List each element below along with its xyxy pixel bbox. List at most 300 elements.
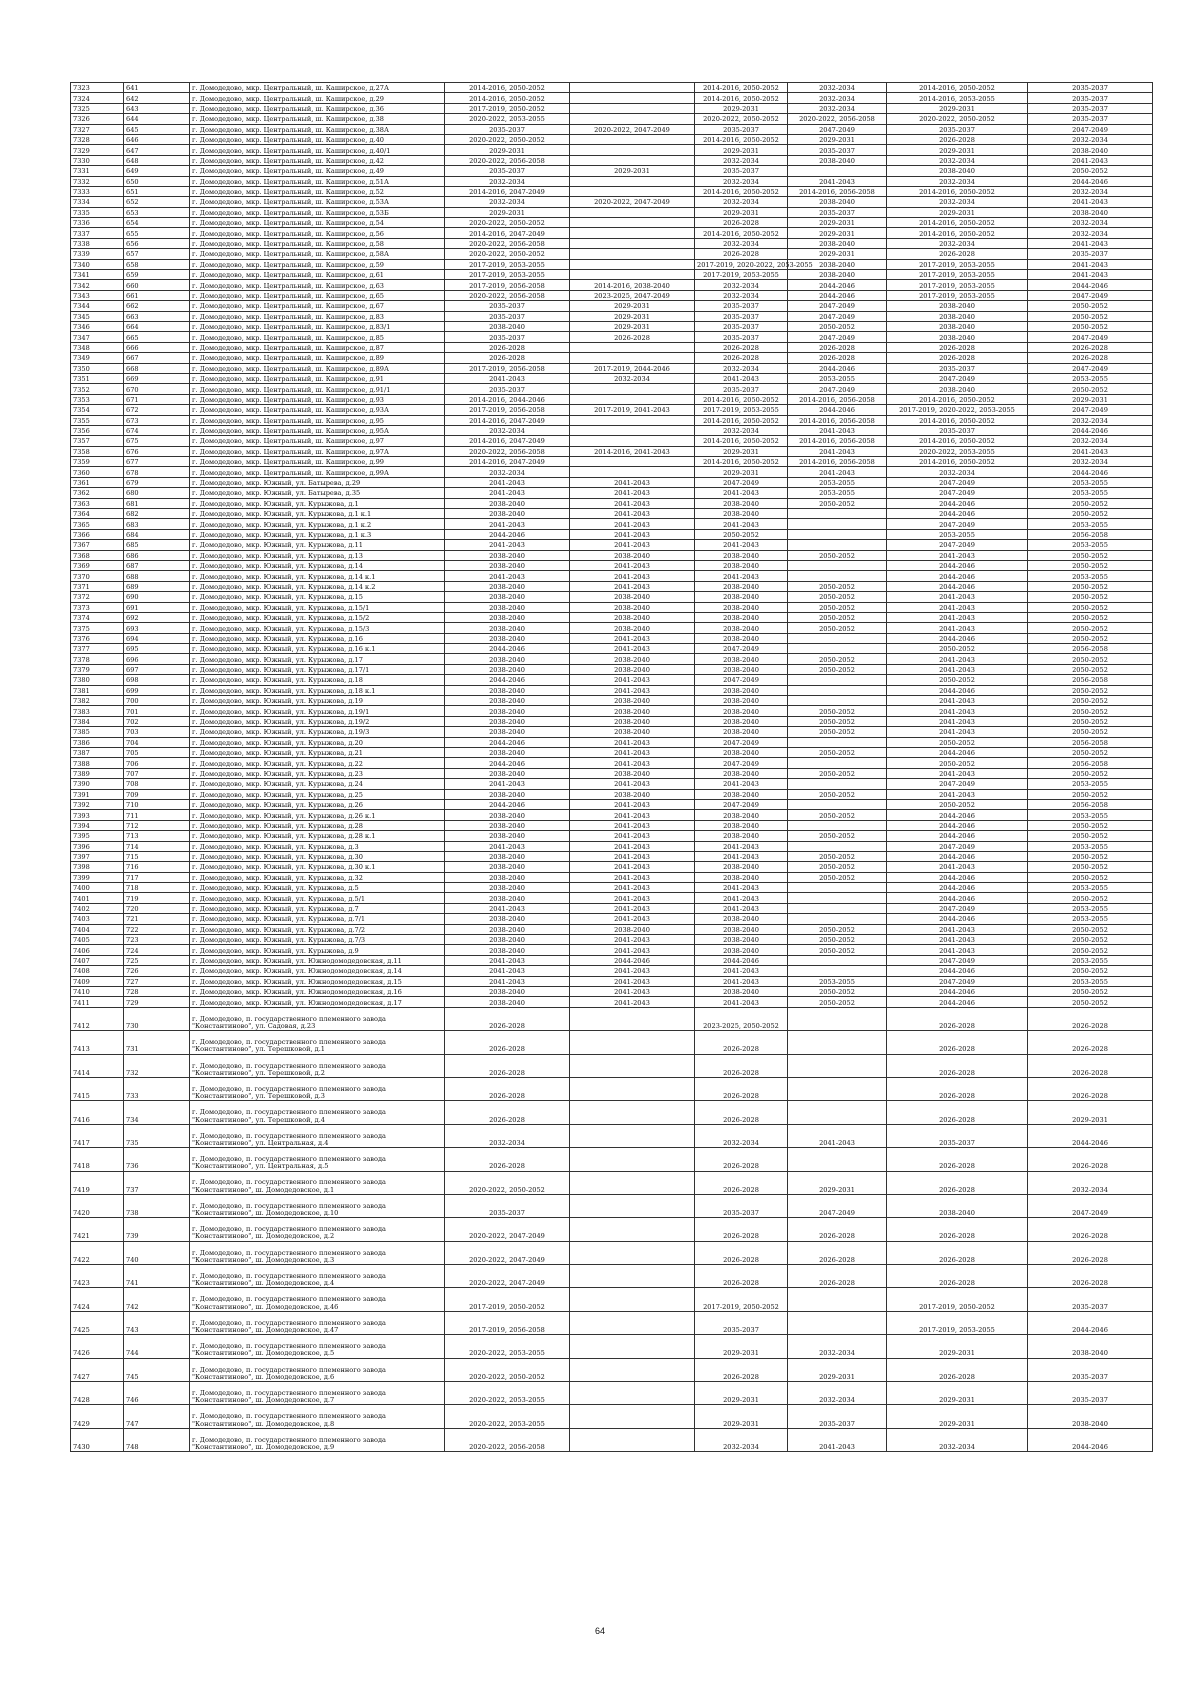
- period-3: 2038-2040: [695, 748, 788, 758]
- period-2: [570, 394, 695, 404]
- period-3: 2014-2016, 2050-2052: [695, 228, 788, 238]
- address-cell: г. Домодедово, мкр. Центральный, ш. Каширское, д.40/1: [190, 145, 445, 155]
- period-6: 2044-2046: [1028, 176, 1153, 186]
- table-row: [71, 560, 1153, 570]
- table-row: [71, 238, 1153, 248]
- item-number: 655: [124, 228, 190, 238]
- table-row: [71, 1288, 1153, 1311]
- period-5: 2038-2040: [887, 332, 1028, 342]
- period-4: [788, 966, 887, 976]
- period-3: 2023-2025, 2050-2052: [695, 1007, 788, 1030]
- period-4: 2041-2043: [788, 1428, 887, 1451]
- period-4: [788, 644, 887, 654]
- item-number: 710: [124, 799, 190, 809]
- period-1: 2014-2016, 2047-2049: [445, 186, 570, 196]
- period-3: 2017-2019, 2020-2022, 2053-2055: [695, 259, 788, 269]
- period-1: 2041-2043: [445, 955, 570, 965]
- period-4: 2038-2040: [788, 270, 887, 280]
- period-5: 2032-2034: [887, 176, 1028, 186]
- period-1: 2044-2046: [445, 644, 570, 654]
- row-number: 7329: [71, 145, 124, 155]
- item-number: 658: [124, 259, 190, 269]
- table-row: [71, 654, 1153, 664]
- period-1: 2038-2040: [445, 883, 570, 893]
- row-number: 7390: [71, 779, 124, 789]
- address-cell: г. Домодедово, мкр. Центральный, ш. Каширское, д.58: [190, 238, 445, 248]
- period-5: 2029-2031: [887, 1382, 1028, 1405]
- address-cell: г. Домодедово, мкр. Южный, ул. Курыжова, д.3: [190, 841, 445, 851]
- row-number: 7383: [71, 706, 124, 716]
- period-4: 2038-2040: [788, 155, 887, 165]
- item-number: 659: [124, 270, 190, 280]
- row-number: 7388: [71, 758, 124, 768]
- item-number: 660: [124, 280, 190, 290]
- address-cell: г. Домодедово, мкр. Южный, ул. Курыжова, д.28 к.1: [190, 831, 445, 841]
- period-6: 2032-2034: [1028, 186, 1153, 196]
- row-number: 7366: [71, 529, 124, 539]
- period-3: 2047-2049: [695, 477, 788, 487]
- item-number: 654: [124, 218, 190, 228]
- row-number: 7323: [71, 83, 124, 93]
- row-number: 7404: [71, 924, 124, 934]
- item-number: 746: [124, 1382, 190, 1405]
- period-2: 2041-2043: [570, 820, 695, 830]
- period-3: 2041-2043: [695, 540, 788, 550]
- item-number: 738: [124, 1194, 190, 1217]
- period-1: 2041-2043: [445, 976, 570, 986]
- period-5: 2047-2049: [887, 841, 1028, 851]
- row-number: 7362: [71, 488, 124, 498]
- table-row: [71, 862, 1153, 872]
- period-4: 2029-2031: [788, 218, 887, 228]
- period-1: 2044-2046: [445, 529, 570, 539]
- period-1: 2020-2022, 2047-2049: [445, 1265, 570, 1288]
- row-number: 7365: [71, 519, 124, 529]
- period-6: 2026-2028: [1028, 1077, 1153, 1100]
- item-number: 668: [124, 363, 190, 373]
- period-4: 2050-2052: [788, 945, 887, 955]
- period-2: [570, 1218, 695, 1241]
- item-number: 697: [124, 664, 190, 674]
- row-number: 7347: [71, 332, 124, 342]
- period-1: 2038-2040: [445, 685, 570, 695]
- row-number: 7409: [71, 976, 124, 986]
- period-4: [788, 1148, 887, 1171]
- period-1: 2014-2016, 2047-2049: [445, 228, 570, 238]
- period-2: [570, 186, 695, 196]
- period-3: 2017-2019, 2053-2055: [695, 270, 788, 280]
- period-1: 2038-2040: [445, 831, 570, 841]
- table-row: [71, 779, 1153, 789]
- period-4: 2032-2034: [788, 1382, 887, 1405]
- row-number: 7408: [71, 966, 124, 976]
- table-row: [71, 321, 1153, 331]
- period-4: 2047-2049: [788, 1194, 887, 1217]
- table-row: [71, 114, 1153, 124]
- period-5: 2026-2028: [887, 353, 1028, 363]
- table-row: [71, 1101, 1153, 1124]
- row-number: 7395: [71, 831, 124, 841]
- table-row: [71, 249, 1153, 259]
- period-4: 2050-2052: [788, 550, 887, 560]
- period-6: 2026-2028: [1028, 342, 1153, 352]
- period-2: [570, 384, 695, 394]
- period-6: 2050-2052: [1028, 311, 1153, 321]
- period-6: 2050-2052: [1028, 862, 1153, 872]
- period-1: 2038-2040: [445, 550, 570, 560]
- period-3: 2029-2031: [695, 103, 788, 113]
- table-row: [71, 259, 1153, 269]
- period-6: 2053-2055: [1028, 976, 1153, 986]
- period-5: 2044-2046: [887, 851, 1028, 861]
- period-2: [570, 353, 695, 363]
- period-4: [788, 1031, 887, 1054]
- table-row: [71, 1241, 1153, 1264]
- address-cell: г. Домодедово, мкр. Центральный, ш. Каширское, д.42: [190, 155, 445, 165]
- period-3: 2038-2040: [695, 727, 788, 737]
- address-cell: г. Домодедово, мкр. Южный, ул. Курыжова, д.32: [190, 872, 445, 882]
- address-cell: г. Домодедово, п. государственного племенного завода "Константиново", ул. Садовая, д.23: [190, 1007, 445, 1030]
- period-3: 2026-2028: [695, 1241, 788, 1264]
- item-number: 669: [124, 373, 190, 383]
- table-row: [71, 270, 1153, 280]
- period-4: 2053-2055: [788, 488, 887, 498]
- item-number: 687: [124, 560, 190, 570]
- period-6: 2050-2052: [1028, 924, 1153, 934]
- period-2: 2038-2040: [570, 789, 695, 799]
- period-5: 2047-2049: [887, 477, 1028, 487]
- item-number: 677: [124, 457, 190, 467]
- row-number: 7379: [71, 664, 124, 674]
- row-number: 7430: [71, 1428, 124, 1451]
- period-1: 2038-2040: [445, 321, 570, 331]
- period-4: 2041-2043: [788, 446, 887, 456]
- period-4: [788, 1054, 887, 1077]
- period-3: 2014-2016, 2050-2052: [695, 457, 788, 467]
- period-4: 2041-2043: [788, 425, 887, 435]
- period-6: 2026-2028: [1028, 1031, 1153, 1054]
- row-number: 7342: [71, 280, 124, 290]
- row-number: 7346: [71, 321, 124, 331]
- item-number: 743: [124, 1311, 190, 1334]
- table-row: [71, 1311, 1153, 1334]
- table-row: [71, 768, 1153, 778]
- period-2: [570, 1382, 695, 1405]
- period-3: 2026-2028: [695, 1265, 788, 1288]
- period-2: 2029-2031: [570, 166, 695, 176]
- period-5: 2050-2052: [887, 675, 1028, 685]
- row-number: 7368: [71, 550, 124, 560]
- period-5: 2017-2019, 2050-2052: [887, 1288, 1028, 1311]
- row-number: 7351: [71, 373, 124, 383]
- table-row: [71, 592, 1153, 602]
- period-4: 2038-2040: [788, 238, 887, 248]
- period-1: 2026-2028: [445, 353, 570, 363]
- item-number: 700: [124, 696, 190, 706]
- row-number: 7367: [71, 540, 124, 550]
- period-6: 2050-2052: [1028, 509, 1153, 519]
- period-2: [570, 1124, 695, 1147]
- period-1: 2041-2043: [445, 373, 570, 383]
- period-2: [570, 1194, 695, 1217]
- row-number: 7357: [71, 436, 124, 446]
- period-1: 2020-2022, 2056-2058: [445, 1428, 570, 1451]
- row-number: 7414: [71, 1054, 124, 1077]
- address-cell: г. Домодедово, мкр. Южный, ул. Курыжова, д.9: [190, 945, 445, 955]
- period-4: [788, 841, 887, 851]
- period-4: [788, 540, 887, 550]
- row-number: 7389: [71, 768, 124, 778]
- period-2: 2041-2043: [570, 779, 695, 789]
- period-3: 2038-2040: [695, 831, 788, 841]
- period-6: 2035-2037: [1028, 93, 1153, 103]
- period-3: 2014-2016, 2050-2052: [695, 394, 788, 404]
- period-6: 2035-2037: [1028, 103, 1153, 113]
- period-2: 2029-2031: [570, 301, 695, 311]
- period-3: 2035-2037: [695, 124, 788, 134]
- address-cell: г. Домодедово, п. государственного племенного завода "Константиново", ул. Терешковой, д.4: [190, 1101, 445, 1124]
- period-5: 2044-2046: [887, 966, 1028, 976]
- period-1: 2020-2022, 2053-2055: [445, 1382, 570, 1405]
- address-cell: г. Домодедово, мкр. Южный, ул. Курыжова, д.24: [190, 779, 445, 789]
- period-6: 2041-2043: [1028, 238, 1153, 248]
- item-number: 645: [124, 124, 190, 134]
- address-cell: г. Домодедово, мкр. Южный, ул. Курыжова, д.1 к.3: [190, 529, 445, 539]
- period-3: 2026-2028: [695, 1077, 788, 1100]
- period-2: 2041-2043: [570, 903, 695, 913]
- period-1: 2020-2022, 2053-2055: [445, 1335, 570, 1358]
- item-number: 701: [124, 706, 190, 716]
- period-2: [570, 155, 695, 165]
- row-number: 7338: [71, 238, 124, 248]
- address-cell: г. Домодедово, мкр. Южный, ул. Курыжова, д.5/1: [190, 893, 445, 903]
- period-5: 2020-2022, 2053-2055: [887, 446, 1028, 456]
- row-number: 7400: [71, 883, 124, 893]
- period-5: 2044-2046: [887, 509, 1028, 519]
- item-number: 703: [124, 727, 190, 737]
- period-3: 2047-2049: [695, 737, 788, 747]
- period-2: 2041-2043: [570, 935, 695, 945]
- period-4: [788, 685, 887, 695]
- period-4: 2014-2016, 2056-2058: [788, 394, 887, 404]
- address-cell: г. Домодедово, мкр. Южный, ул. Курыжова, д.18 к.1: [190, 685, 445, 695]
- address-cell: г. Домодедово, п. государственного племенного завода "Константиново", ш. Домодедовское, д.6: [190, 1358, 445, 1381]
- period-6: 2047-2049: [1028, 124, 1153, 134]
- item-number: 685: [124, 540, 190, 550]
- period-5: 2017-2019, 2053-2055: [887, 259, 1028, 269]
- period-2: 2014-2016, 2041-2043: [570, 446, 695, 456]
- item-number: 718: [124, 883, 190, 893]
- row-number: 7350: [71, 363, 124, 373]
- row-number: 7328: [71, 134, 124, 144]
- period-1: 2038-2040: [445, 592, 570, 602]
- period-5: 2038-2040: [887, 311, 1028, 321]
- row-number: 7419: [71, 1171, 124, 1194]
- period-5: 2044-2046: [887, 997, 1028, 1007]
- period-6: 2026-2028: [1028, 1054, 1153, 1077]
- item-number: 667: [124, 353, 190, 363]
- table-row: [71, 384, 1153, 394]
- item-number: 696: [124, 654, 190, 664]
- period-4: 2053-2055: [788, 477, 887, 487]
- period-2: 2041-2043: [570, 862, 695, 872]
- period-3: 2014-2016, 2050-2052: [695, 186, 788, 196]
- period-5: 2041-2043: [887, 945, 1028, 955]
- period-6: 2050-2052: [1028, 321, 1153, 331]
- period-5: 2026-2028: [887, 342, 1028, 352]
- period-1: 2038-2040: [445, 664, 570, 674]
- table-row: [71, 311, 1153, 321]
- period-2: [570, 342, 695, 352]
- period-6: 2053-2055: [1028, 955, 1153, 965]
- item-number: 673: [124, 415, 190, 425]
- period-6: 2035-2037: [1028, 1288, 1153, 1311]
- table-row: [71, 176, 1153, 186]
- period-1: 2038-2040: [445, 862, 570, 872]
- period-1: 2038-2040: [445, 623, 570, 633]
- row-number: 7370: [71, 571, 124, 581]
- period-2: 2041-2043: [570, 799, 695, 809]
- period-3: 2041-2043: [695, 976, 788, 986]
- period-4: 2050-2052: [788, 768, 887, 778]
- item-number: 727: [124, 976, 190, 986]
- period-5: 2017-2019, 2053-2055: [887, 290, 1028, 300]
- period-3: 2038-2040: [695, 581, 788, 591]
- address-cell: г. Домодедово, мкр. Центральный, ш. Каширское, д.93: [190, 394, 445, 404]
- period-5: 2026-2028: [887, 1054, 1028, 1077]
- period-2: 2041-2043: [570, 883, 695, 893]
- item-number: 651: [124, 186, 190, 196]
- period-3: 2041-2043: [695, 571, 788, 581]
- period-5: 2041-2043: [887, 706, 1028, 716]
- period-6: 2053-2055: [1028, 488, 1153, 498]
- row-number: 7360: [71, 467, 124, 477]
- item-number: 736: [124, 1148, 190, 1171]
- period-3: 2038-2040: [695, 820, 788, 830]
- address-cell: г. Домодедово, мкр. Центральный, ш. Каширское, д.54: [190, 218, 445, 228]
- period-4: 2038-2040: [788, 259, 887, 269]
- address-cell: г. Домодедово, п. государственного племенного завода "Константиново", ш. Домодедовское, д.47: [190, 1311, 445, 1334]
- period-6: 2053-2055: [1028, 540, 1153, 550]
- row-number: 7392: [71, 799, 124, 809]
- period-6: 2035-2037: [1028, 114, 1153, 124]
- period-6: 2038-2040: [1028, 1405, 1153, 1428]
- period-4: 2050-2052: [788, 872, 887, 882]
- period-6: 2044-2046: [1028, 280, 1153, 290]
- table-row: [71, 1218, 1153, 1241]
- address-cell: г. Домодедово, п. государственного племенного завода "Константиново", ш. Домодедовское, д.9: [190, 1428, 445, 1451]
- period-3: 2038-2040: [695, 986, 788, 996]
- period-6: 2050-2052: [1028, 581, 1153, 591]
- period-5: 2014-2016, 2050-2052: [887, 436, 1028, 446]
- table-row: [71, 799, 1153, 809]
- address-cell: г. Домодедово, мкр. Центральный, ш. Каширское, д.53А: [190, 197, 445, 207]
- period-6: 2044-2046: [1028, 467, 1153, 477]
- row-number: 7358: [71, 446, 124, 456]
- period-5: 2032-2034: [887, 1428, 1028, 1451]
- period-2: 2041-2043: [570, 477, 695, 487]
- period-3: 2017-2019, 2053-2055: [695, 405, 788, 415]
- period-2: 2029-2031: [570, 311, 695, 321]
- period-4: 2050-2052: [788, 716, 887, 726]
- period-5: 2026-2028: [887, 134, 1028, 144]
- item-number: 656: [124, 238, 190, 248]
- period-6: 2050-2052: [1028, 696, 1153, 706]
- period-4: [788, 758, 887, 768]
- period-3: 2035-2037: [695, 384, 788, 394]
- period-6: 2047-2049: [1028, 290, 1153, 300]
- period-6: 2044-2046: [1028, 425, 1153, 435]
- period-6: 2026-2028: [1028, 1007, 1153, 1030]
- period-3: 2038-2040: [695, 612, 788, 622]
- period-2: [570, 1335, 695, 1358]
- row-number: 7398: [71, 862, 124, 872]
- period-1: 2017-2019, 2050-2052: [445, 103, 570, 113]
- period-2: 2041-2043: [570, 966, 695, 976]
- row-number: 7354: [71, 405, 124, 415]
- period-5: 2041-2043: [887, 592, 1028, 602]
- item-number: 683: [124, 519, 190, 529]
- address-cell: г. Домодедово, п. государственного племенного завода "Константиново", ш. Домодедовское, д.10: [190, 1194, 445, 1217]
- period-1: 2026-2028: [445, 1101, 570, 1124]
- period-5: 2026-2028: [887, 1077, 1028, 1100]
- row-number: 7382: [71, 696, 124, 706]
- period-3: 2038-2040: [695, 862, 788, 872]
- address-cell: г. Домодедово, мкр. Центральный, ш. Каширское, д.99А: [190, 467, 445, 477]
- period-1: 2029-2031: [445, 207, 570, 217]
- period-5: 2026-2028: [887, 1007, 1028, 1030]
- item-number: 675: [124, 436, 190, 446]
- period-3: 2041-2043: [695, 966, 788, 976]
- period-5: 2044-2046: [887, 560, 1028, 570]
- period-6: 2056-2058: [1028, 644, 1153, 654]
- row-number: 7394: [71, 820, 124, 830]
- period-1: 2014-2016, 2050-2052: [445, 93, 570, 103]
- address-cell: г. Домодедово, мкр. Южный, ул. Курыжова, д.30: [190, 851, 445, 861]
- period-4: 2050-2052: [788, 831, 887, 841]
- row-number: 7349: [71, 353, 124, 363]
- period-3: 2029-2031: [695, 467, 788, 477]
- table-body: [71, 83, 1153, 1452]
- item-number: 714: [124, 841, 190, 851]
- period-4: 2050-2052: [788, 727, 887, 737]
- period-5: 2026-2028: [887, 1218, 1028, 1241]
- row-number: 7376: [71, 633, 124, 643]
- period-3: 2047-2049: [695, 644, 788, 654]
- period-6: 2050-2052: [1028, 851, 1153, 861]
- period-2: 2041-2043: [570, 893, 695, 903]
- address-cell: г. Домодедово, мкр. Южный, ул. Курыжова, д.26 к.1: [190, 810, 445, 820]
- item-number: 729: [124, 997, 190, 1007]
- address-cell: г. Домодедово, мкр. Южный, ул. Курыжова, д.16: [190, 633, 445, 643]
- address-cell: г. Домодедово, мкр. Южный, ул. Курыжова, д.16 к.1: [190, 644, 445, 654]
- row-number: 7375: [71, 623, 124, 633]
- period-4: [788, 820, 887, 830]
- address-cell: г. Домодедово, мкр. Южный, ул. Курыжова, д.7/2: [190, 924, 445, 934]
- period-1: 2020-2022, 2050-2052: [445, 134, 570, 144]
- item-number: 730: [124, 1007, 190, 1030]
- period-5: 2041-2043: [887, 789, 1028, 799]
- period-6: 2050-2052: [1028, 633, 1153, 643]
- period-4: [788, 799, 887, 809]
- period-5: 2047-2049: [887, 488, 1028, 498]
- row-number: 7363: [71, 498, 124, 508]
- item-number: 709: [124, 789, 190, 799]
- period-2: [570, 1101, 695, 1124]
- item-number: 686: [124, 550, 190, 560]
- address-cell: г. Домодедово, п. государственного племенного завода "Константиново", ш. Домодедовское, д.46: [190, 1288, 445, 1311]
- period-5: 2038-2040: [887, 301, 1028, 311]
